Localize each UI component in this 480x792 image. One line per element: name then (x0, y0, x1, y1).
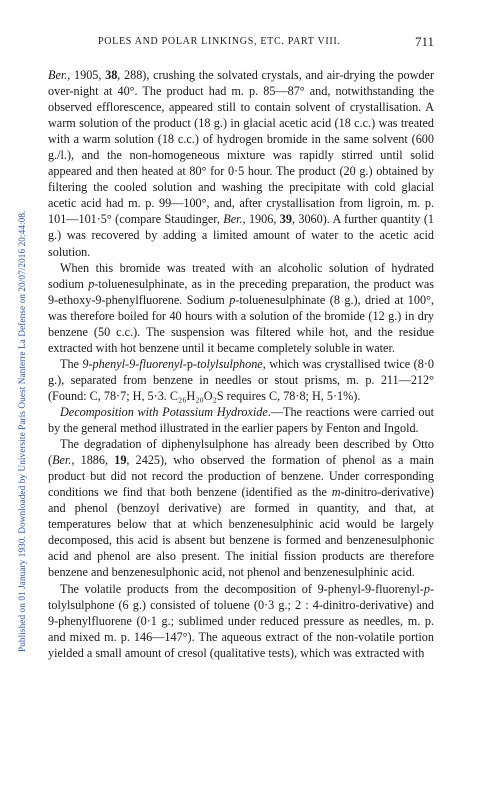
paragraph (48, 436, 434, 580)
text-run: , which was crystallised twice (8·0 g.), separated from benzene in needles or stout prisms, m. p. 211—212° (Found: C, 78·7; H, 5·3. C₂₆H₂₀O₂S requires C, 78·8; H, 5·1%). (48, 356, 434, 403)
text-run: Decomposition with Potassium Hydroxide (60, 404, 268, 419)
paragraph (48, 260, 434, 356)
text-run: 39 (279, 212, 292, 227)
running-title: POLES AND POLAR LINKINGS, ETC. PART VIII. (98, 36, 341, 47)
text-run: , 288), crushing the solvated crystals, and air-drying the powder over-night at 40°. The product had m. p. 85—87° and, notwithstanding the observed efflorescence, appeared still to contain solvent of crystallisation. A warm solution of the product (18 g.) in glacial acetic acid (18 c.c.) was treated with a warm solution (18 c.c.) of hydrogen bromide in the same solvent (600 g./l.), and the non-homogeneous mixture was rapidly stirred until solid appeared and then heated at 80° for 0·5 hour. The product (20 g.) obtained by filtering the cooled solution and washing the precipitate with cold glacial acetic acid had m. p. 99—100°, and, after crystallisation from ligroin, m. p. 101—101·5° (compare Staudinger, (48, 68, 435, 227)
text-run: The degradation of diphenylsulphone has already been described by Otto ( (48, 437, 434, 468)
paragraph (48, 581, 434, 661)
text-run: -tolylsulphone (192, 356, 263, 371)
text-run: 9-phenyl-9-fluorenyl- (82, 356, 187, 371)
text-run: , 1905, (67, 68, 106, 82)
text-run: .—The reactions were carried out by the general method illustrated in the earlier papers by Fenton and Ingold. (48, 404, 435, 436)
text-run: When this bromide was treated with an alcoholic solution of hydrated sodium (48, 260, 434, 291)
text-run: , 2425), who observed the formation of phenol as a main product but did not record the production of benzene. Under corresponding conditions we find that both benzene (identified as the (48, 453, 435, 500)
text-run: Ber. (52, 453, 72, 468)
text-run: p (423, 581, 430, 596)
running-header (48, 36, 434, 52)
text-run: p (186, 356, 193, 371)
text-run: m (331, 485, 341, 500)
body-text (48, 67, 434, 661)
text-run: -toluenesulphinate, as in the preceding preparation, the product was 9-ethoxy-9-phenylfluorene. Sodium (48, 276, 434, 307)
text-run: The volatile products from the decomposition of 9-phenyl-9-fluorenyl- (60, 581, 424, 596)
paragraph (48, 356, 434, 404)
text-run: 38 (105, 68, 118, 82)
text-run: The (60, 356, 83, 371)
publication-stamp (6, 18, 27, 658)
text-run: Ber. (48, 68, 68, 82)
text-run: p (88, 276, 95, 291)
text-run: Ber. (223, 212, 243, 227)
text-run: , 3060). A further quantity (1 g.) was recovered by adding a limited amount of water to the acetic acid solution. (48, 212, 434, 259)
text-run: -dinitro-derivative) and phenol (benzoyl derivative) are formed in quantity, and that, at temperatures below that at which benzenesulphinic acid would be largely decomposed, this acid is absent but benzene is formed and benzenesulphonic acid and phenol are also present. The initial fission products are therefore benzene and benzenesulphonic acid, not phenol and benzenesulphinic acid. (48, 485, 434, 580)
text-run: -tolylsulphone (6 g.) consisted of toluene (0·3 g.; 2 : 4-dinitro-derivative) and 9-phenylfluorene (0·1 g.; sublimed under reduced pressure as needles, m. p. and mixed m. p. 146—147°). The aqueous extract of the non-volatile portion yielded a small amount of cresol (qualitative tests), which was extracted with (48, 581, 434, 660)
paragraph (48, 404, 434, 436)
page-number: 711 (414, 34, 434, 49)
text-run: 19 (114, 453, 127, 468)
text-run: p (229, 292, 236, 307)
publication-stamp-text: Published on 01 January 1930. Downloaded by Universite Paris Ouest Nanterre La Defense on 20/07/2016 20:44:08. (17, 210, 27, 652)
text-run: , 1886, (71, 453, 115, 468)
text-run: -toluenesulphinate (8 g.), dried at 100°, was therefore boiled for 40 hours with a solution of the bromide (12 g.) in dry benzene (50 c.c.). The suspension was filtered while hot, and the residue extracted with hot benzene until it became completely soluble in water. (48, 292, 434, 355)
paragraph (48, 67, 434, 260)
text-run: , 1906, (242, 212, 280, 227)
